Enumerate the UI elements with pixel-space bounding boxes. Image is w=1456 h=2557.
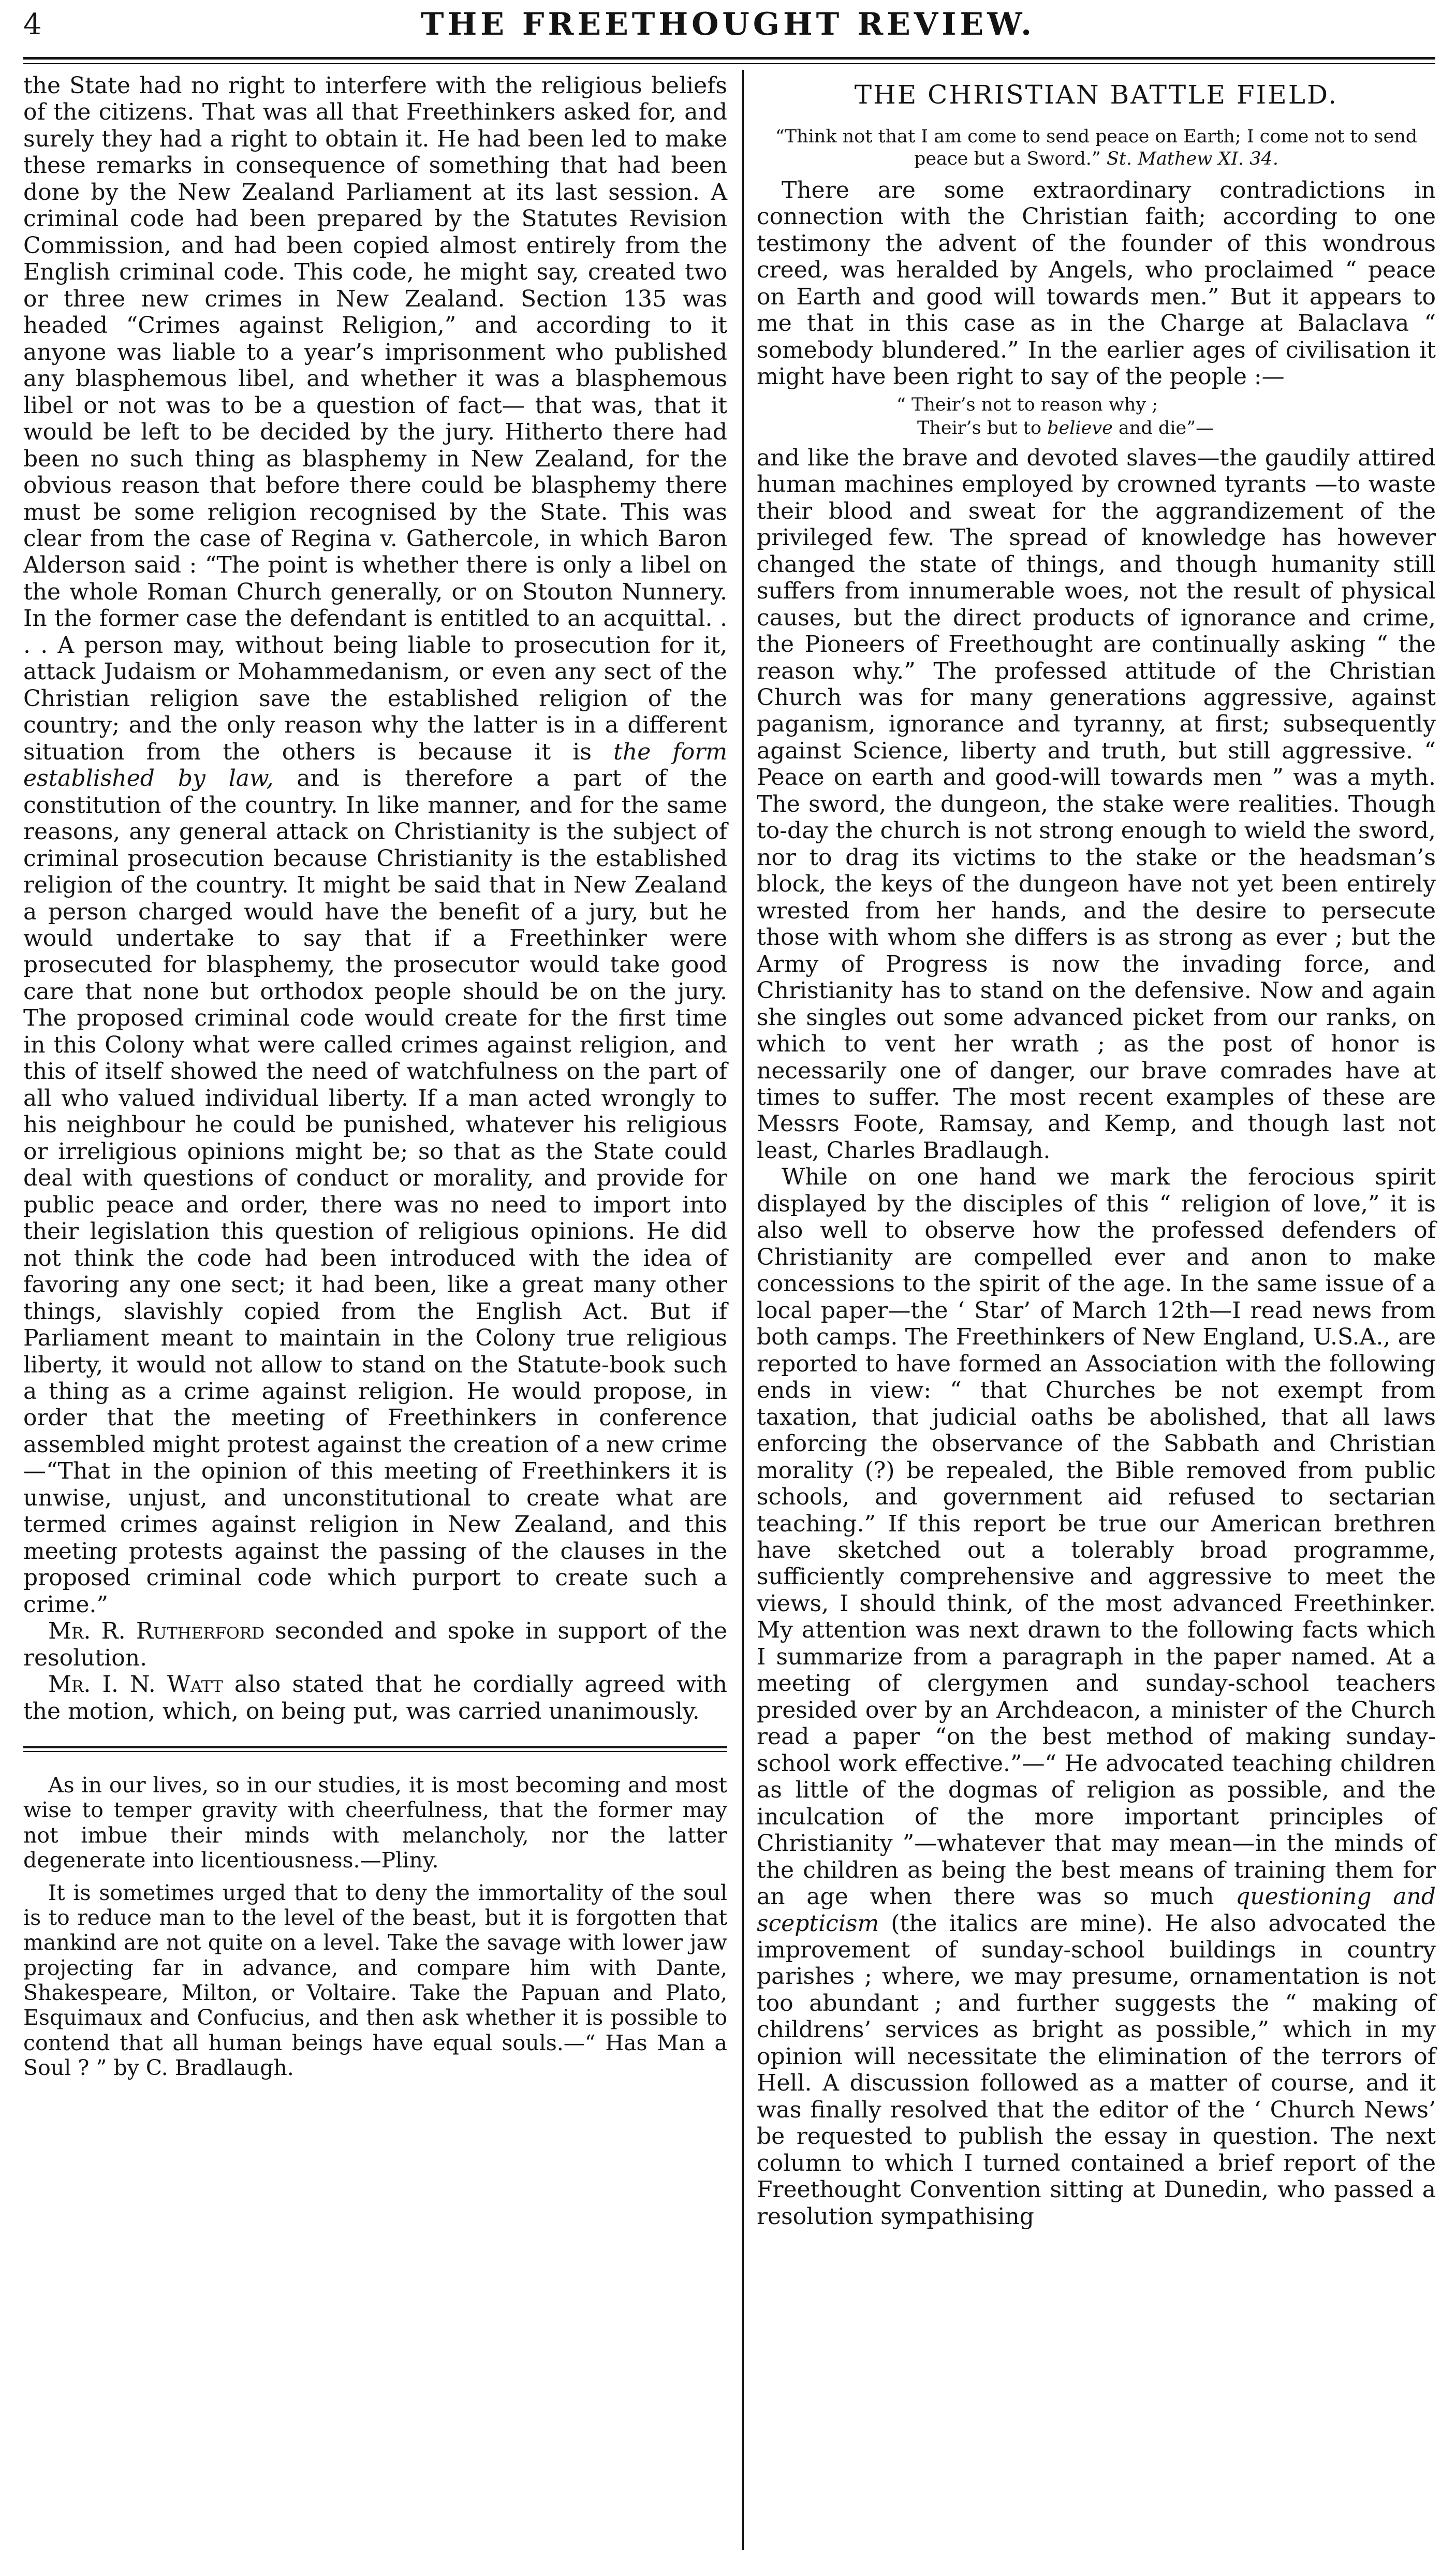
page-number: 4 <box>23 8 42 41</box>
running-head-title: THE FREETHOUGHT REVIEW. <box>420 6 1036 42</box>
left-column <box>23 72 727 2081</box>
section-divider <box>23 1746 727 1752</box>
extract-bradlaugh: It is sometimes urged that to deny the immortality of the soul is to reduce man to the level of the beast, but it is forgotten that mankind are not quite on a level. Take the savage with lower jaw projecting far in advance, and compare him with Dante, Shakespeare, Milton, or Voltaire. Take the Papuan and Plato, Esquimaux and Confucius, and then ask whether it is possible to contend that all human beings have equal souls.—“ Has Man a Soul ? ” by C. Bradlaugh. <box>23 1880 727 2081</box>
column-divider <box>742 70 744 2550</box>
article-paragraph: While on one hand we mark the ferocious spirit displayed by the disciples of this “ religion of love,” it is also well to observe how the professed defenders of Christianity are compelled ever and anon to make concessions to the spirit of the age. In the same issue of a local paper—the ‘ Star’ of March 12th—I read news from both camps. The Freethinkers of New England, U.S.A., are reported to have formed an Association with the following ends in view: “ that Churches be not exempt from taxation, that judicial oaths be abolished, that all laws enforcing the observance of the Sabbath and Christian morality (?) be repealed, the Bible removed from public schools, and government aid refused to sectarian teaching.” If this report be true our American brethren have sketched out a tolerably broad programme, sufficiently comprehensive and aggressive to meet the views, I should think, of the most advanced Freethinker. My attention was next drawn to the following facts which I summarize from a paragraph in the paper named. At a meeting of clergymen and sunday-school teachers presided over by an Archdeacon, a minister of the Church read a paper “on the best method of making sunday-school work effective.”—“ He advocated teaching children as little of the dogmas of religion as possible, and the inculcation of the more important principles of Christianity ”—whatever that may mean—in the minds of the children as being the best means of training them for an age when there was so much questioning and scepticism (the italics are mine). He also advocated the improvement of sunday-school buildings in country parishes ; where, we may presume, ornamentation is not too abundant ; and further suggests the “ making of childrens’ services as bright as possible,” which in my opinion will necessitate the elimination of the terrors of Hell. A discussion followed as a matter of course, and it was finally resolved that the editor of the ‘ Church News’ be requested to publish the essay in question. The next column to which I turned contained a brief report of the Freethought Convention sitting at Dunedin, who passed a resolution sympathising <box>757 1164 1436 2230</box>
verse-quote: “ Their’s not to reason why ; Their’s but to believe and die”— <box>896 394 1214 439</box>
right-column <box>757 72 1436 2230</box>
extract-pliny: As in our lives, so in our studies, it is most becoming and most wise to temper gravity with cheerfulness, that the former may not imbue their minds with melancholy, nor the latter degenerate into licentiousness.—Pliny. <box>23 1773 727 1873</box>
article-paragraph: There are some extraordinary contradictions in connection with the Christian faith; according to one testimony the advent of the founder of this wondrous creed, was heralded by Angels, who proclaimed “ peace on Earth and good will towards men.” But it appears to me that in this case as in the Charge at Balaclava “ somebody blundered.” In the earlier ages of civilisation it might have been right to say of the people :— <box>757 177 1436 390</box>
header-rule-thin <box>23 63 1435 64</box>
epigraph: “Think not that I am come to send peace on Earth; I come not to send peace but a Sword.” St. Mathew XI. 34. <box>775 126 1418 170</box>
article-paragraph: Mr. R. Rutherford seconded and spoke in support of the resolution. <box>23 1618 727 1671</box>
speaker-name: Mr. I. N. Watt <box>48 1671 223 1698</box>
article-paragraph: and like the brave and devoted slaves—the gaudily attired human machines employed by crowned tyrants —to waste their blood and sweat for the aggrandizement of the privileged few. The spread of knowledge has however changed the state of things, and though humanity still suffers from innumerable woes, not the result of physical causes, but the direct products of ignorance and crime, the Pioneers of Freethought are continually asking “ the reason why.” The professed attitude of the Christian Church was for many generations aggressive, against paganism, ignorance and tyranny, at first; subsequently against Science, liberty and truth, but still aggressive. “ Peace on earth and good-will towards men ” was a myth. The sword, the dungeon, the stake were realities. Though to-day the church is not strong enough to wield the sword, nor to drag its victims to the stake or the headsman’s block, the keys of the dungeon have not yet been entirely wrested from her hands, and the desire to persecute those with whom she differs is as strong as ever ; but the Army of Progress is now the invading force, and Christianity has to stand on the defensive. Now and again she singles out some advanced picket from our ranks, on which to vent her wrath ; as the post of honor is necessarily one of danger, our brave comrades have at times to suffer. The most recent examples of these are Messrs Foote, Ramsay, and Kemp, and though last not least, Charles Bradlaugh. <box>757 444 1436 1164</box>
epigraph-citation: St. Mathew XI. 34. <box>1106 149 1278 170</box>
article-title: THE CHRISTIAN BATTLE FIELD. <box>854 80 1339 110</box>
article-paragraph: the State had no right to interfere with the religious beliefs of the citizens. That was all that Freethinkers asked for, and surely they had a right to obtain it. He had been led to make these remarks in consequence of something that had been done by the New Zealand Parliament at its last session. A criminal code had been prepared by the Statutes Revision Commission, and had been copied almost entirely from the English criminal code. This code, he might say, created two or three new crimes in New Zealand. Section 135 was headed “Crimes against Religion,” and according to it anyone was liable to a year’s imprisonment who published any blasphemous libel, and whether it was a blasphemous libel or not was to be a question of fact— that was, that it would be left to be decided by the jury. Hitherto there had been no such thing as blasphemy in New Zealand, for the obvious reason that before there could be blasphemy there must be some religion recognised by the State. This was clear from the case of Regina v. Gathercole, in which Baron Alderson said : “The point is whether there is only a libel on the whole Roman Church generally, or on Stouton Nunnery. In the former case the defendant is entitled to an acquittal. . . . A person may, without being liable to prosecution for it, attack Judaism or Mohammedanism, or even any sect of the Christian religion save the established religion of the country; and the only reason why the latter is in a different situation from the others is because it is the form established by law, and is therefore a part of the constitution of the country. In like manner, and for the same reasons, any general attack on Christianity is the subject of criminal prosecution because Christianity is the established religion of the country. It might be said that in New Zealand a person charged would have the benefit of a jury, but he would undertake to say that if a Freethinker were prosecuted for blasphemy, the prosecutor would take good care that none but orthodox people should be on the jury. The proposed criminal code would create for the first time in this Colony what were called crimes against religion, and this of itself showed the need of watchfulness on the part of all who valued individual liberty. If a man acted wrongly to his neighbour he could be punished, whatever his religious or irreligious opinions might be; so that as the State could deal with questions of conduct or morality, and provide for public peace and order, there was no need to import into their legislation this question of religious opinions. He did not think the code had been introduced with the idea of favoring any one sect; it had been, like a great many other things, slavishly copied from the English Act. But if Parliament meant to maintain in the Colony true religious liberty, it would not allow to stand on the Statute-book such a thing as a crime against religion. He would propose, in order that the meeting of Freethinkers in conference assembled might protest against the creation of a new crime—“That in the opinion of this meeting of Freethinkers it is unwise, unjust, and unconstitutional to create what are termed crimes against religion in New Zealand, and this meeting protests against the passing of the clauses in the proposed criminal code which purport to create such a crime.” <box>23 72 727 1618</box>
article-paragraph: Mr. I. N. Watt also stated that he cordially agreed with the motion, which, on being put, was carried unanimously. <box>23 1671 727 1725</box>
header-rule <box>23 57 1435 60</box>
speaker-name: Mr. R. Rutherford <box>48 1618 264 1645</box>
